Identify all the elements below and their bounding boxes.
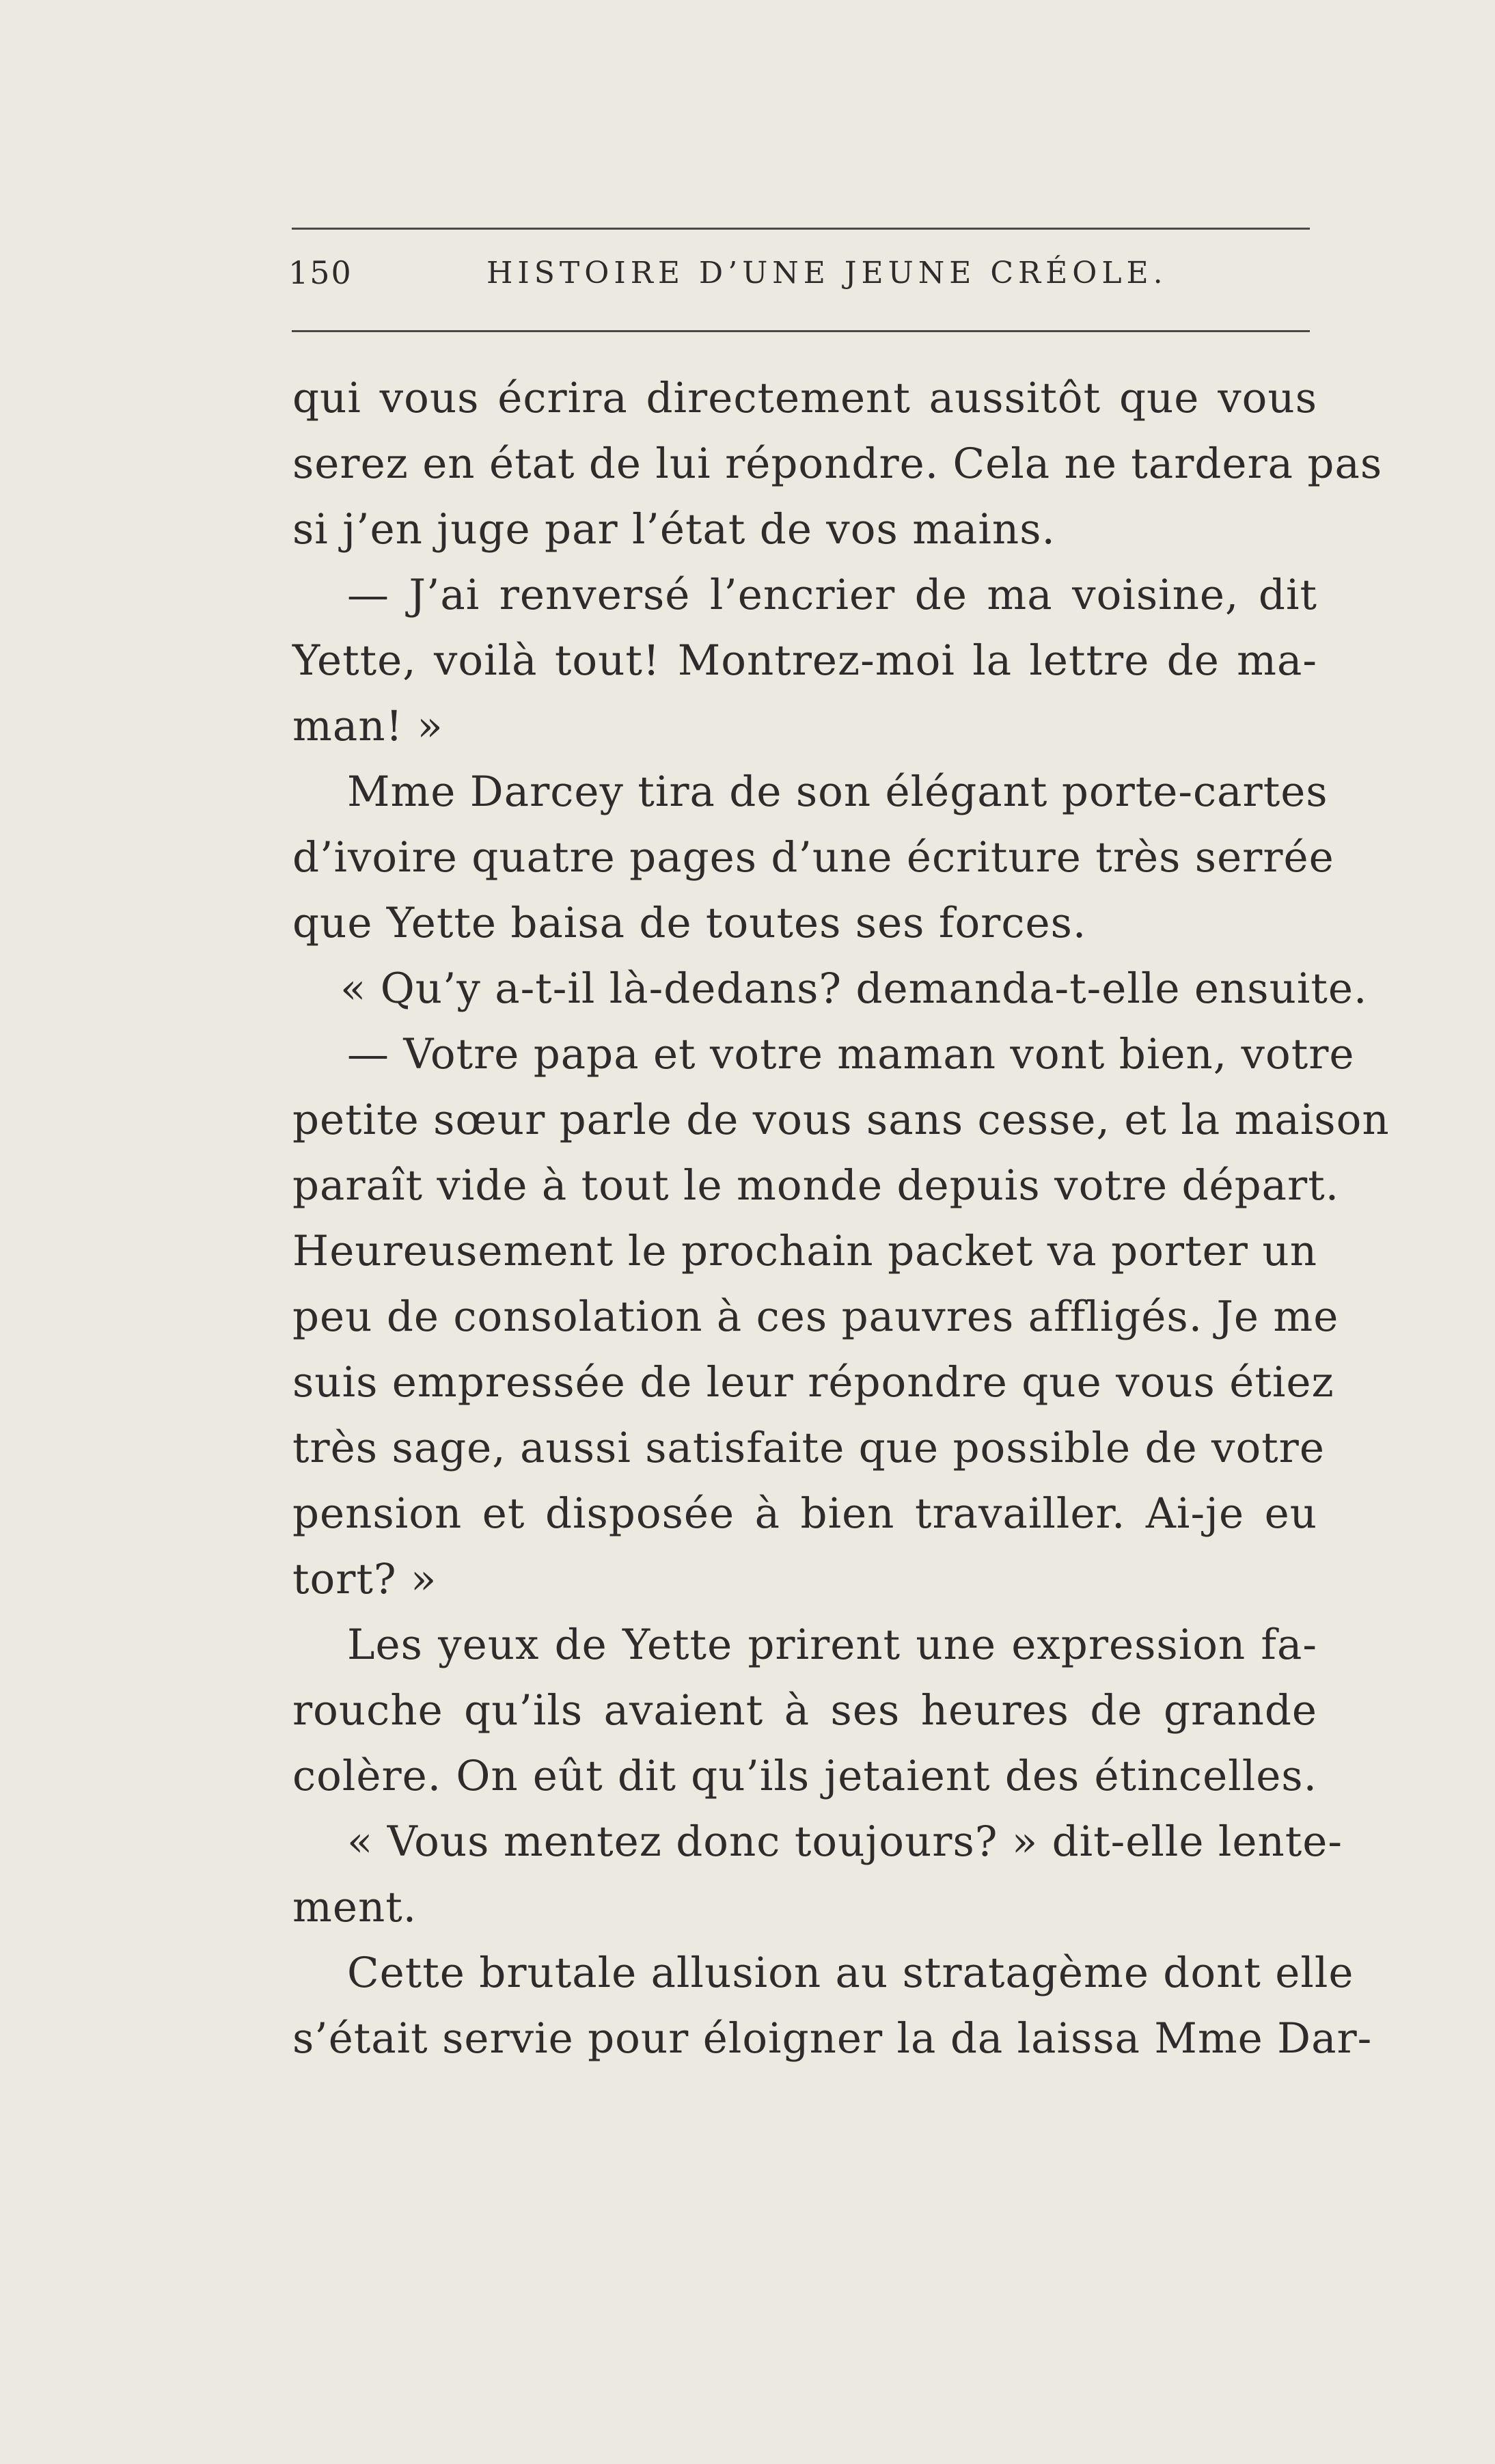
- page-number: 150: [288, 254, 353, 291]
- text-line: d’ivoire quatre pages d’une écriture très serrée: [292, 833, 1334, 882]
- text-line: Les yeux de Yette prirent une expression fa-: [347, 1621, 1317, 1669]
- header-top-rule: [292, 228, 1310, 230]
- text-line: « Qu’y a-t-il là-dedans? demanda-t-elle ensuite.: [340, 964, 1368, 1013]
- text-line: s’était servie pour éloigner la da laissa Mme Dar-: [292, 2014, 1373, 2063]
- running-title: HISTOIRE D’UNE JEUNE CRÉOLE.: [486, 256, 1168, 290]
- body-text: [292, 366, 1390, 2072]
- text-line: tort? »: [292, 1555, 437, 1603]
- text-line: Yette, voilà tout! Montrez-moi la lettre de ma-: [292, 636, 1317, 685]
- text-line: peu de consolation à ces pauvres affligés. Je me: [292, 1292, 1339, 1341]
- text-line: « Vous mentez donc toujours? » dit-elle lente-: [347, 1817, 1343, 1866]
- text-line: très sage, aussi satisfaite que possible de votre: [292, 1424, 1325, 1472]
- text-line: serez en état de lui répondre. Cela ne tardera pas: [292, 439, 1383, 488]
- text-line: — Votre papa et votre maman vont bien, votre: [347, 1030, 1355, 1079]
- text-line: Mme Darcey tira de son élégant porte-cartes: [347, 768, 1328, 816]
- text-line: ment.: [292, 1883, 417, 1932]
- text-line: rouche qu’ils avaient à ses heures de grande: [292, 1686, 1317, 1735]
- text-line: Cette brutale allusion au stratagème dont elle: [347, 1949, 1354, 1997]
- text-line: petite sœur parle de vous sans cesse, et la maison: [292, 1096, 1390, 1144]
- header-bottom-rule: [292, 330, 1310, 332]
- text-line: pension et disposée à bien travailler. Ai-je eu: [292, 1489, 1317, 1538]
- text-line: qui vous écrira directement aussitôt que vous: [292, 374, 1317, 422]
- text-line: Heureusement le prochain packet va porter un: [292, 1227, 1317, 1275]
- text-line: man! »: [292, 702, 443, 750]
- text-line: si j’en juge par l’état de vos mains.: [292, 505, 1056, 554]
- text-line: colère. On eût dit qu’ils jetaient des étincelles.: [292, 1752, 1317, 1800]
- text-line: paraît vide à tout le monde depuis votre départ.: [292, 1161, 1340, 1210]
- text-line: que Yette baisa de toutes ses forces.: [292, 899, 1087, 947]
- text-line: — J’ai renversé l’encrier de ma voisine, dit: [347, 571, 1317, 619]
- text-line: suis empressée de leur répondre que vous étiez: [292, 1358, 1334, 1407]
